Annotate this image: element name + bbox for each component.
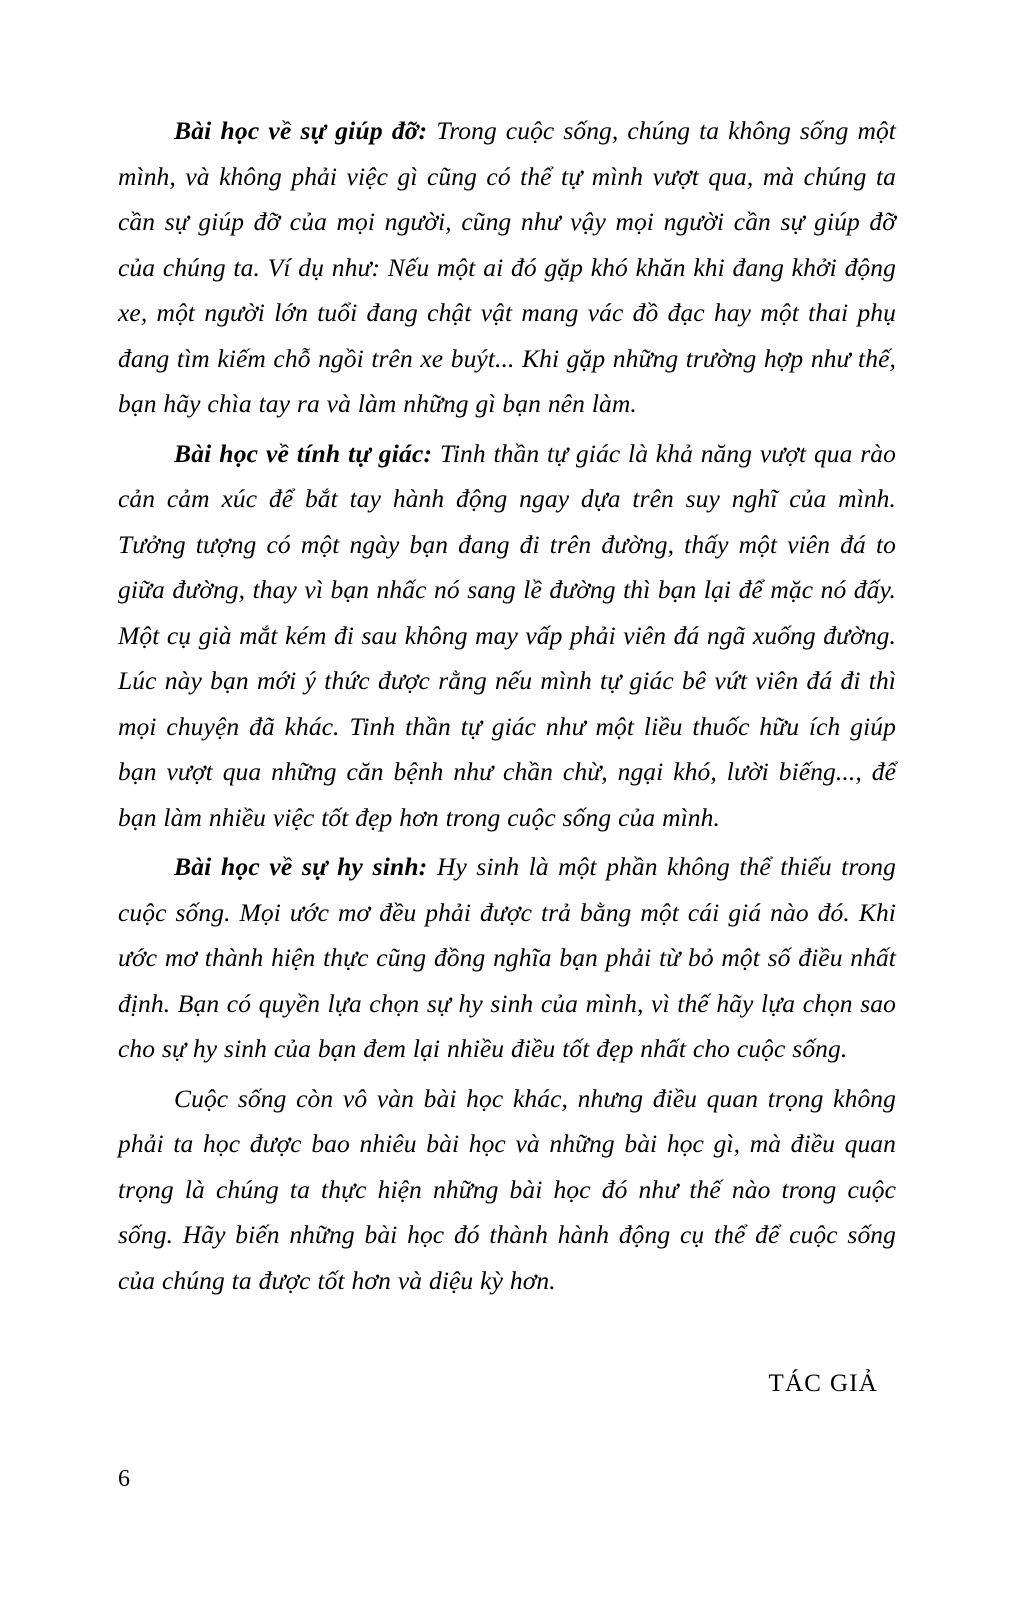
paragraph-lesson-help (118, 108, 896, 427)
paragraph-text: Tinh thần tự giác là khả năng vượt qua rào cản cảm xúc để bắt tay hành động ngay dựa trên suy nghĩ của mình. Tưởng tượng có một ngày bạn đang đi trên đường, thấy một viên đá to giữa đường, thay vì bạn nhấc nó sang lề đường thì bạn lại để mặc nó đấy. Một cụ già mắt kém đi sau không may vấp phải viên đá ngã xuống đường. Lúc này bạn mới ý thức được rằng nếu mình tự giác bê vứt viên đá đi thì mọi chuyện đã khác. Tinh thần tự giác như một liều thuốc hữu ích giúp bạn vượt qua những căn bệnh như chần chừ, ngại khó, lười biếng..., để bạn làm nhiều việc tốt đẹp hơn trong cuộc sống của mình. (118, 438, 896, 832)
author-signature: TÁC GIẢ (768, 1370, 878, 1397)
page-body (118, 108, 896, 1407)
paragraph-closing (118, 1076, 896, 1304)
paragraph-lead-label: Bài học về sự hy sinh: (174, 852, 428, 881)
paragraph-lesson-self-discipline (118, 431, 896, 841)
paragraph-lead-label: Bài học về tính tự giác: (174, 438, 433, 468)
paragraph-lead-label: Bài học về sự giúp đỡ: (174, 116, 428, 145)
paragraph-text: Cuộc sống còn vô vàn bài học khác, nhưng điều quan trọng không phải ta học được bao nhiêu bài học và những bài học gì, mà điều quan trọng là chúng ta thực hiện những bài học đó như thế nào trong cuộc sống. Hãy biến những bài học đó thành hành động cụ thể để cuộc sống của chúng ta được tốt hơn và diệu kỳ hơn. (118, 1083, 896, 1295)
page-number: 6 (118, 1466, 131, 1492)
paragraph-text: Hy sinh là một phần không thể thiếu trong cuộc sống. Mọi ước mơ đều phải được trả bằng một cái giá nào đó. Khi ước mơ thành hiện thực cũng đồng nghĩa bạn phải từ bỏ một số điều nhất định. Bạn có quyền lựa chọn sự hy sinh của mình, vì thế hãy lựa chọn sao cho sự hy sinh của bạn đem lại nhiều điều tốt đẹp nhất cho cuộc sống. (118, 852, 896, 1063)
paragraph-lesson-sacrifice (118, 844, 896, 1072)
paragraph-text: Trong cuộc sống, chúng ta không sống một mình, và không phải việc gì cũng có thể tự mình vượt qua, mà chúng ta cần sự giúp đỡ của mọi người, cũng như vậy mọi người cần sự giúp đỡ của chúng ta. Ví dụ như: Nếu một ai đó gặp khó khăn khi đang khởi động xe, một người lớn tuổi đang chật vật mang vác đồ đạc hay một thai phụ đang tìm kiếm chỗ ngồi trên xe buýt... Khi gặp những trường hợp như thế, bạn hãy chìa tay ra và làm những gì bạn nên làm. (118, 116, 896, 418)
